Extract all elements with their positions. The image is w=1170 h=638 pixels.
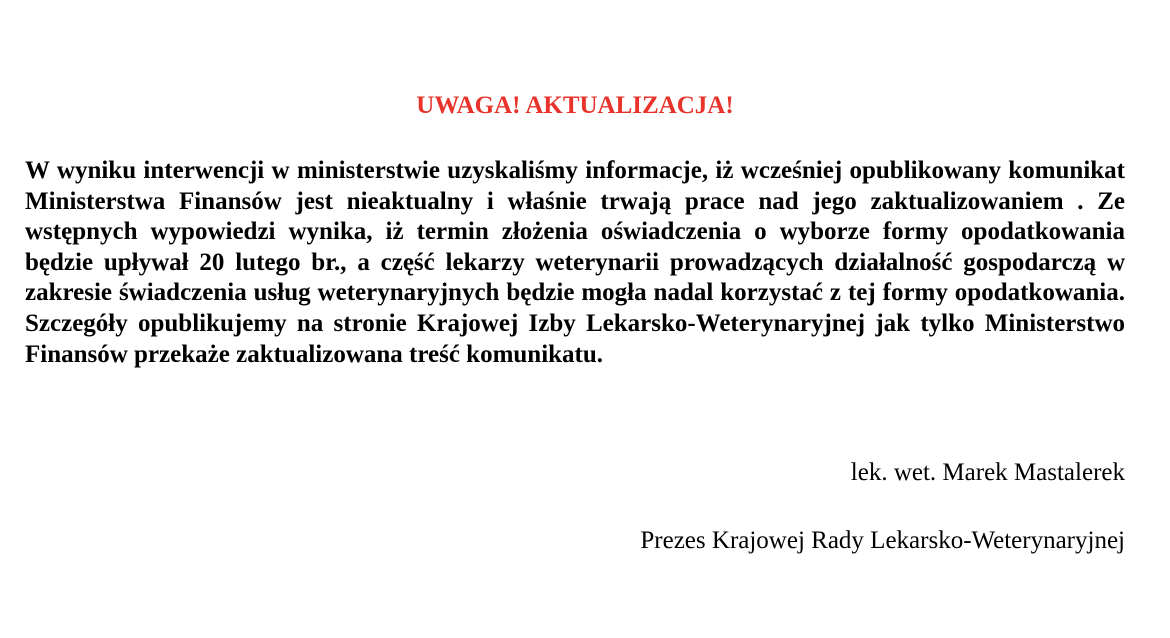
announcement-body: W wyniku interwencji w ministerstwie uzyskaliśmy informacje, iż wcześniej opublikowany komunikat Ministerstwa Finansów jest nieaktualny i właśnie trwają prace nad jego zaktualizowaniem . Ze wstępnych wypowiedzi wynika, iż termin złożenia oświadczenia o wyborze formy opodatkowania będzie upływał 20 lutego br., a część lekarzy weterynarii prowadzących działalność gospodarczą w zakresie świadczenia usług weterynaryjnych będzie mogła nadal korzystać z tej formy opodatkowania. Szczegóły opublikujemy na stronie Krajowej Izby Lekarsko-Weterynaryjnej jak tylko Ministerstwo Finansów przekaże zaktualizowana treść komunikatu. [25,157,1125,368]
announcement-title: UWAGA! AKTUALIZACJA! [416,92,734,119]
document-page [25,0,1125,638]
signature-name: lek. wet. Marek Mastalerek [850,459,1125,486]
signature-role: Prezes Krajowej Rady Lekarsko-Weterynaryjnej [640,527,1125,554]
